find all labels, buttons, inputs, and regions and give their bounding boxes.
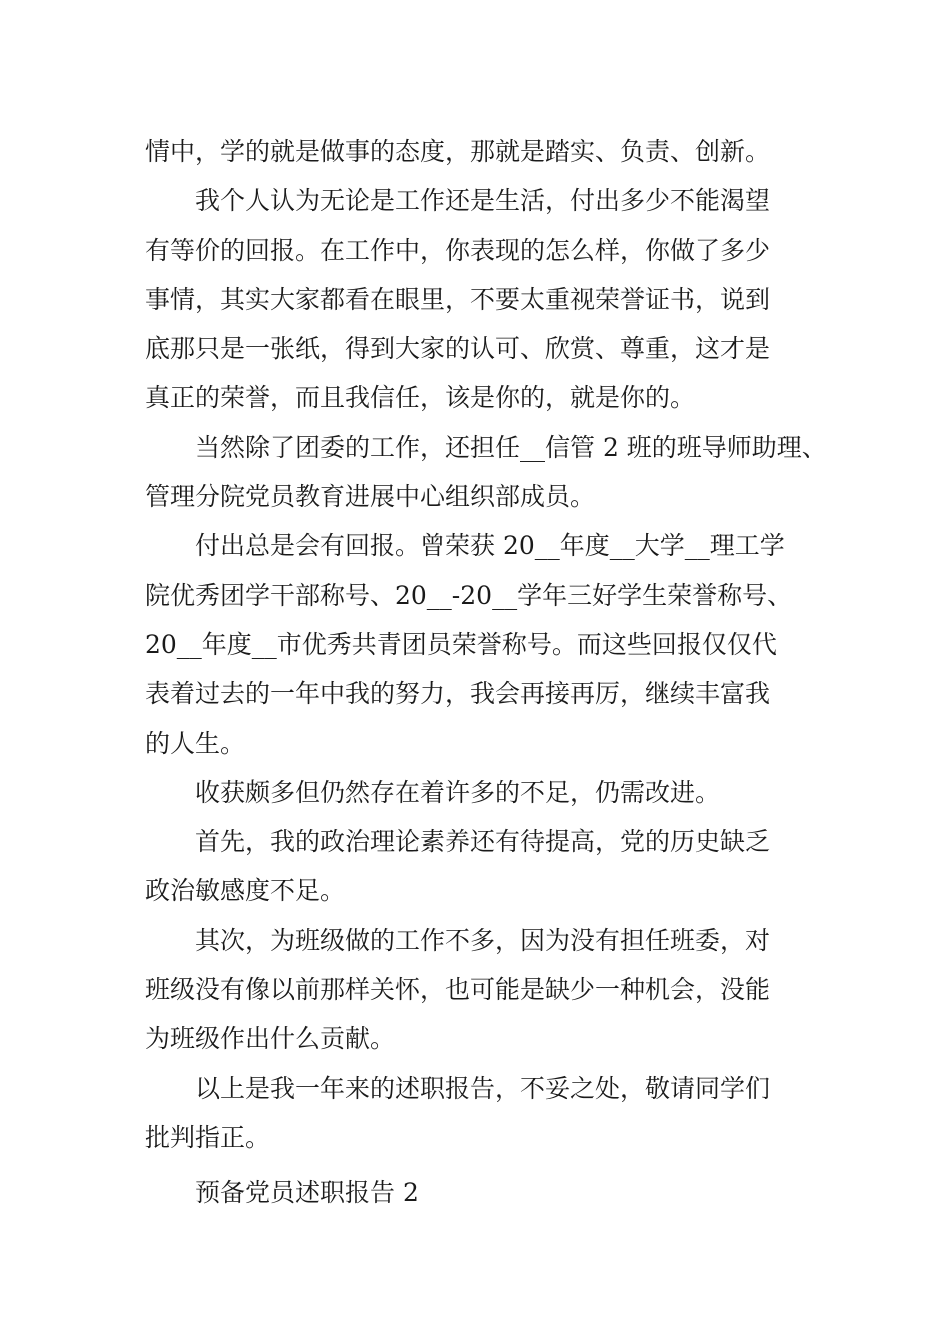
paragraph-second-shortcoming <box>145 916 815 1064</box>
text-line: 情中，学的就是做事的态度，那就是踏实、负责、创新。 <box>145 137 771 166</box>
text-line: 批判指正。 <box>145 1122 271 1152</box>
text-line: 事情，其实大家都看在眼里，不要太重视荣誉证书，说到 <box>145 284 771 314</box>
text-line: 当然除了团委的工作，还担任__信管 2 班的班导师助理、 <box>195 432 827 462</box>
heading-text: 预备党员述职报告 2 <box>195 1178 419 1208</box>
text-line: 20__年度__市优秀共青团员荣誉称号。而这些回报仅仅代 <box>145 629 777 659</box>
text-line: 其次，为班级做的工作不多，因为没有担任班委，对 <box>195 925 771 955</box>
paragraph-honors <box>145 521 815 767</box>
text-line: 首先，我的政治理论素养还有待提高，党的历史缺乏 <box>195 827 771 857</box>
text-line: 以上是我一年来的述职报告，不妥之处，敬请同学们 <box>195 1073 771 1103</box>
section-heading <box>145 1168 815 1217</box>
text-line: 我个人认为无论是工作还是生活，付出多少不能渴望 <box>195 186 771 216</box>
text-line: 底那只是一张纸，得到大家的认可、欣赏、尊重，这才是 <box>145 334 771 364</box>
text-line: 为班级作出什么贡献。 <box>145 1024 396 1054</box>
paragraph-first-shortcoming <box>145 817 815 916</box>
text-line: 收获颇多但仍然存在着许多的不足，仍需改进。 <box>195 777 721 807</box>
text-line: 班级没有像以前那样关怀，也可能是缺少一种机会，没能 <box>145 975 771 1005</box>
text-line: 院优秀团学干部称号、20__-20__学年三好学生荣誉称号、 <box>145 580 793 610</box>
text-line: 的人生。 <box>145 728 246 758</box>
text-line: 政治敏感度不足。 <box>145 876 346 906</box>
paragraph-shortcomings-intro <box>145 768 815 817</box>
text-line: 有等价的回报。在工作中，你表现的怎么样，你做了多少 <box>145 235 771 265</box>
paragraph-other-roles <box>145 423 827 522</box>
document-body <box>145 127 827 1218</box>
paragraph-reward-attitude <box>145 176 815 422</box>
text-line: 表着过去的一年中我的努力，我会再接再厉，继续丰富我 <box>145 679 771 709</box>
paragraph-continuation <box>145 127 815 176</box>
text-line: 真正的荣誉，而且我信任，该是你的，就是你的。 <box>145 383 696 413</box>
text-line: 付出总是会有回报。曾荣获 20__年度__大学__理工学 <box>195 531 785 561</box>
text-line: 管理分院党员教育进展中心组织部成员。 <box>145 482 596 512</box>
paragraph-closing <box>145 1064 815 1163</box>
